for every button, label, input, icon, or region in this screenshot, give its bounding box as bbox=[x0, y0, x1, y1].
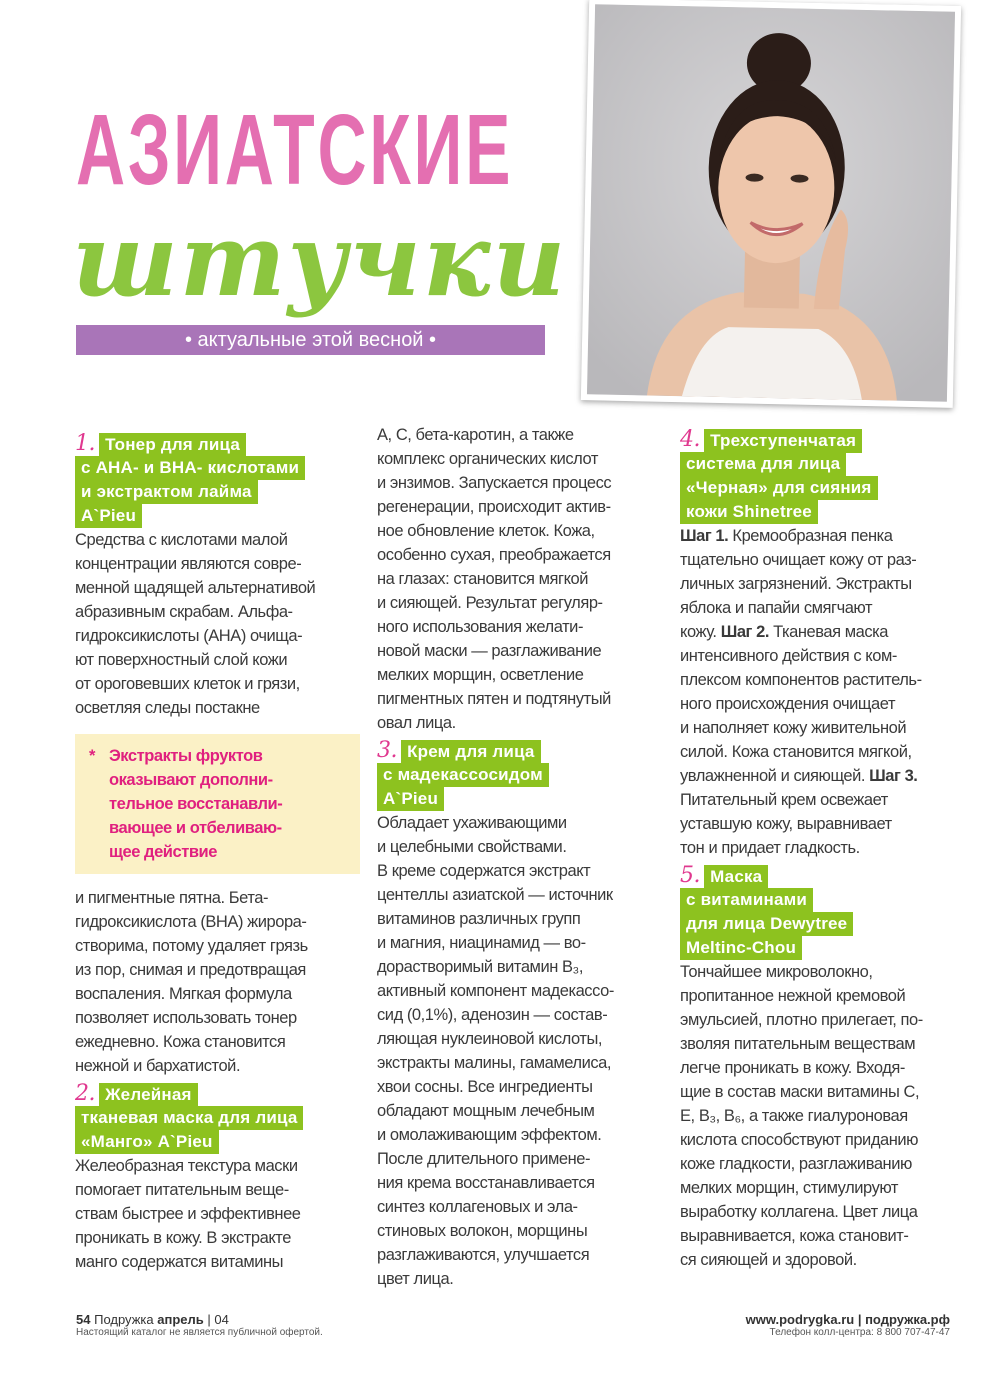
callout-line bbox=[89, 840, 350, 864]
heading-text: с AHA- и BHA- кислотами bbox=[75, 456, 305, 480]
body-paragraph bbox=[377, 811, 662, 1291]
item-number: 1. bbox=[75, 431, 96, 456]
product-heading bbox=[75, 432, 360, 528]
body-line: и целебными свойствами. bbox=[377, 838, 567, 856]
body-line: синтез коллагеновых и эла- bbox=[377, 1198, 578, 1216]
body-line: эмульсией, плотно прилегает, по- bbox=[680, 1011, 923, 1029]
column-1 bbox=[75, 428, 360, 1274]
body-line: Средства с кислотами малой bbox=[75, 531, 288, 549]
body-line: кожу. Шаг 2. Тканевая маска bbox=[680, 623, 889, 641]
body-line: активный компонент мадекассо- bbox=[377, 982, 614, 1000]
body-line: Тончайшее микроволокно, bbox=[680, 963, 873, 981]
body-line: уставшую кожу, выравнивает bbox=[680, 815, 892, 833]
issue-month: апрель bbox=[157, 1312, 204, 1327]
body-line: ное обновление клеток. Кожа, bbox=[377, 522, 595, 540]
heading-line bbox=[75, 1106, 360, 1130]
body-line: манго содержатся витамины bbox=[75, 1253, 284, 1271]
column-3 bbox=[680, 424, 965, 1272]
body-line: центеллы азиатской — источник bbox=[377, 886, 613, 904]
heading-text: кожи Shinetree bbox=[680, 500, 818, 524]
body-line: Обладает ухаживающими bbox=[377, 814, 567, 832]
product-heading bbox=[377, 739, 662, 811]
body-paragraph bbox=[680, 524, 965, 860]
model-photo bbox=[581, 0, 961, 408]
body-line: концентрации являются совре- bbox=[75, 555, 302, 573]
body-line: ного происхождения очищает bbox=[680, 695, 896, 713]
body-line: и наполняет кожу живительной bbox=[680, 719, 907, 737]
body-line: воспаления. Мягкая формула bbox=[75, 985, 292, 1003]
callout-text: оказывают дополни- bbox=[109, 771, 273, 789]
heading-line bbox=[680, 888, 965, 912]
callout-line bbox=[89, 768, 350, 792]
body-line: и магния, ниацинамид — во- bbox=[377, 934, 586, 952]
heading-line bbox=[75, 504, 360, 528]
product-heading bbox=[75, 1082, 360, 1154]
body-line: кислота способствуют приданию bbox=[680, 1131, 919, 1149]
body-line: осветляя следы постакне bbox=[75, 699, 260, 717]
body-line: регенерации, происходит актив- bbox=[377, 498, 611, 516]
website-links[interactable]: www.podrygka.ru | подружка.рф bbox=[745, 1312, 950, 1327]
column-2 bbox=[377, 423, 662, 1291]
body-line: плексом компонентов раститель- bbox=[680, 671, 922, 689]
body-line: выравнивается, кожа становит- bbox=[680, 1227, 909, 1245]
footer-right bbox=[746, 1312, 950, 1338]
heading-line bbox=[680, 476, 965, 500]
page-number: 54 bbox=[76, 1312, 91, 1327]
body-line: мелких морщин, осветление bbox=[377, 666, 584, 684]
callout-text: вающее и отбеливаю- bbox=[109, 819, 282, 837]
footer-left bbox=[76, 1312, 323, 1338]
heading-text: система для лица bbox=[680, 452, 846, 476]
body-line: сид (0,1%), аденозин — состав- bbox=[377, 1006, 608, 1024]
body-line: цвет лица. bbox=[377, 1270, 454, 1288]
heading-text: «Манго» A`Pieu bbox=[75, 1130, 219, 1154]
body-line: мелких морщин, стимулируют bbox=[680, 1179, 899, 1197]
body-paragraph bbox=[75, 528, 360, 720]
body-line: из пор, снимая и предотвращая bbox=[75, 961, 306, 979]
heading-text: с витаминами bbox=[680, 888, 813, 912]
callout-text: щее действие bbox=[109, 843, 217, 861]
heading-line bbox=[680, 912, 965, 936]
body-line: тщательно очищает кожу от раз- bbox=[680, 551, 917, 569]
heading-text: Тонер для лица bbox=[99, 433, 246, 457]
body-line: створима, потому удаляет грязь bbox=[75, 937, 308, 955]
body-line: щие в состав маски витамины С, bbox=[680, 1083, 920, 1101]
body-line: дорастворимый витамин B₃, bbox=[377, 958, 583, 976]
heading-line bbox=[377, 787, 662, 811]
body-line: на глазах: становится мягкой bbox=[377, 570, 589, 588]
callout-text: Экстракты фруктов bbox=[109, 747, 263, 765]
heading-line bbox=[377, 739, 662, 763]
body-line: экстракты малины, гамамелиса, bbox=[377, 1054, 612, 1072]
body-line: ся сияющей и здоровой. bbox=[680, 1251, 857, 1269]
callout-line bbox=[89, 816, 350, 840]
body-line: позволяет использовать тонер bbox=[75, 1009, 297, 1027]
body-line: яблока и папайи смягчают bbox=[680, 599, 873, 617]
body-line: выработку коллагена. Цвет лица bbox=[680, 1203, 918, 1221]
asterisk-icon: * bbox=[89, 747, 95, 765]
body-line: пропитанное нежной кремовой bbox=[680, 987, 906, 1005]
heading-text: «Черная» для сияния bbox=[680, 476, 878, 500]
heading-text: Желейная bbox=[99, 1083, 198, 1107]
body-line: особенно сухая, преображается bbox=[377, 546, 611, 564]
body-line: комплекс органических кислот bbox=[377, 450, 598, 468]
subtitle-bar: • актуальные этой весной • bbox=[76, 325, 545, 355]
callout-box bbox=[75, 734, 360, 874]
heading-text: Трехступенчатая bbox=[704, 429, 862, 453]
callout-text: тельное восстанавли- bbox=[109, 795, 283, 813]
heading-line bbox=[680, 500, 965, 524]
callout-line bbox=[89, 744, 350, 768]
body-line: стиновых волокон, морщины bbox=[377, 1222, 588, 1240]
body-line: и омолаживающим эффектом. bbox=[377, 1126, 602, 1144]
heading-text: Meltinc-Chou bbox=[680, 936, 802, 960]
heading-line bbox=[680, 864, 965, 888]
body-line: от ороговевших клеток и грязи, bbox=[75, 675, 300, 693]
body-line: гидроксикислота (ВНА) жирора- bbox=[75, 913, 307, 931]
body-line: витаминов различных групп bbox=[377, 910, 581, 928]
body-line: легче проникать в кожу. Входя- bbox=[680, 1059, 905, 1077]
body-line: Е, B₃, B₆, а также гиалуроновая bbox=[680, 1107, 908, 1125]
product-heading bbox=[680, 864, 965, 960]
body-line: В креме содержатся экстракт bbox=[377, 862, 591, 880]
body-line: ежедневно. Кожа становится bbox=[75, 1033, 286, 1051]
body-line: Шаг 1. Кремообразная пенка bbox=[680, 527, 893, 545]
heading-text: Маска bbox=[704, 865, 768, 889]
heading-text: A`Pieu bbox=[75, 504, 142, 528]
body-paragraph bbox=[377, 423, 662, 735]
body-paragraph bbox=[680, 960, 965, 1272]
disclaimer: Настоящий каталог не является публичной офертой. bbox=[76, 1327, 323, 1338]
body-line: А, С, бета-каротин, а также bbox=[377, 426, 574, 444]
heading-line bbox=[680, 936, 965, 960]
body-line: ствам быстрее и эффективнее bbox=[75, 1205, 301, 1223]
body-line: новой маски — разглаживание bbox=[377, 642, 602, 660]
item-number: 4. bbox=[680, 427, 701, 452]
body-line: и пигментные пятна. Бета- bbox=[75, 889, 269, 907]
heading-text: для лица Dewytree bbox=[680, 912, 853, 936]
heading-line bbox=[680, 428, 965, 452]
product-heading bbox=[680, 428, 965, 524]
heading-text: с мадекассосидом bbox=[377, 763, 549, 787]
call-center-phone: Телефон колл-центра: 8 800 707-47-47 bbox=[769, 1327, 950, 1338]
heading-line bbox=[75, 456, 360, 480]
body-line: силой. Кожа становится мягкой, bbox=[680, 743, 912, 761]
heading-text: A`Pieu bbox=[377, 787, 444, 811]
body-line: тон и придает гладкость. bbox=[680, 839, 860, 857]
body-line: зволяя питательным веществам bbox=[680, 1035, 916, 1053]
body-line: Питательный крем освежает bbox=[680, 791, 888, 809]
body-line: коже гладкости, разглаживанию bbox=[680, 1155, 912, 1173]
title-asian: АЗИАТСКИЕ bbox=[76, 94, 514, 206]
body-line: ного использования желати- bbox=[377, 618, 583, 636]
body-line: помогает питательным веще- bbox=[75, 1181, 289, 1199]
heading-line bbox=[75, 480, 360, 504]
title-things: штучки bbox=[72, 201, 568, 319]
body-line: обладают мощным лечебным bbox=[377, 1102, 595, 1120]
body-line: овал лица. bbox=[377, 714, 456, 732]
issue-number: | 04 bbox=[207, 1312, 229, 1327]
body-line: абразивным скрабам. Альфа- bbox=[75, 603, 293, 621]
body-line: личных загрязнений. Экстракты bbox=[680, 575, 912, 593]
body-line: Желеобразная текстура маски bbox=[75, 1157, 298, 1175]
body-line: гидроксикислоты (АНА) очища- bbox=[75, 627, 303, 645]
heading-text: тканевая маска для лица bbox=[75, 1106, 303, 1130]
heading-line bbox=[75, 432, 360, 456]
body-line: менной щадящей альтернативой bbox=[75, 579, 316, 597]
heading-text: и экстрактом лайма bbox=[75, 480, 258, 504]
heading-line bbox=[75, 1130, 360, 1154]
body-line: ния крема восстанавливается bbox=[377, 1174, 595, 1192]
body-line: После длительного примене- bbox=[377, 1150, 591, 1168]
callout-line bbox=[89, 792, 350, 816]
item-number: 3. bbox=[377, 738, 398, 763]
body-line: разглаживаются, улучшается bbox=[377, 1246, 590, 1264]
heading-line bbox=[680, 452, 965, 476]
body-line: ляющая нуклеиновой кислоты, bbox=[377, 1030, 603, 1048]
heading-text: Крем для лица bbox=[401, 740, 541, 764]
body-line: проникать в кожу. В экстракте bbox=[75, 1229, 291, 1247]
body-line: пигментных пятен и подтянутый bbox=[377, 690, 611, 708]
heading-line bbox=[75, 1082, 360, 1106]
magazine-name: Подружка bbox=[94, 1312, 154, 1327]
body-paragraph bbox=[75, 1154, 360, 1274]
body-line: ют поверхностный слой кожи bbox=[75, 651, 288, 669]
body-line: нежной и бархатистой. bbox=[75, 1057, 241, 1075]
body-line: хвои сосны. Все ингредиенты bbox=[377, 1078, 593, 1096]
item-number: 2. bbox=[75, 1081, 96, 1106]
body-line: интенсивного действия с ком- bbox=[680, 647, 897, 665]
heading-line bbox=[377, 763, 662, 787]
item-number: 5. bbox=[680, 863, 701, 888]
body-line: и энзимов. Запускается процесс bbox=[377, 474, 612, 492]
body-line: и сияющей. Результат регуляр- bbox=[377, 594, 603, 612]
body-paragraph bbox=[75, 886, 360, 1078]
body-line: увлажненной и сияющей. Шаг 3. bbox=[680, 767, 918, 785]
